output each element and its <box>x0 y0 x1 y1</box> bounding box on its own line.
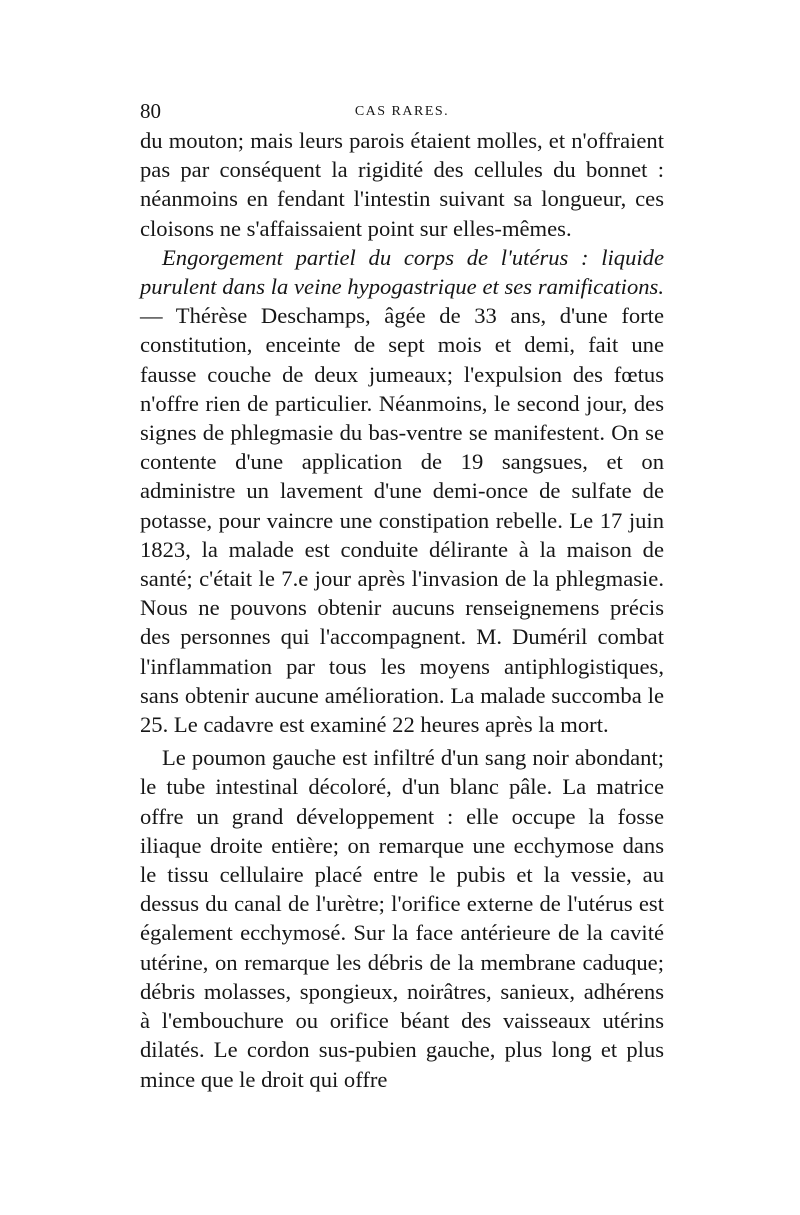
paragraph-case-report <box>140 243 664 739</box>
body-text <box>140 126 664 1094</box>
case-narrative: — Thérèse Deschamps, âgée de 33 ans, d'une forte constitution, enceinte de sept mois et demi, fait une fausse couche de deux jumeaux; l'expulsion des fœtus n'offre rien de particulier. Néanmoins, le second jour, des signes de phlegmasie du bas-ventre se manifestent. On se contente d'une application de 19 sangsues, et on administre un lavement d'une demi-once de sulfate de potasse, pour vaincre une constipation rebelle. Le 17 juin 1823, la malade est conduite délirante à la maison de santé; c'était le 7.e jour après l'invasion de la phlegmasie. Nous ne pouvons obtenir aucuns renseignemens précis des personnes qui l'accompagnent. M. Duméril combat l'inflammation par tous les moyens antiphlogistiques, sans obtenir aucune amélioration. La malade succomba le 25. Le cadavre est examiné 22 heures après la mort. <box>140 303 664 738</box>
page-header <box>140 98 664 128</box>
paragraph-continuation: du mouton; mais leurs parois étaient molles, et n'offraient pas par conséquent la rigidité des cellules du bonnet : néanmoins en fendant l'intestin suivant sa longueur, ces cloisons ne s'affaissaient point sur elles-mêmes. <box>140 128 664 241</box>
running-head: CAS RARES. <box>354 104 450 119</box>
case-heading: Engorgement partiel du corps de l'utérus : liquide purulent dans la veine hypogastrique et ses ramifications. <box>140 244 664 300</box>
paragraph-autopsy: Le poumon gauche est infiltré d'un sang noir abondant; le tube intestinal décoloré, d'un blanc pâle. La matrice offre un grand développement : elle occupe la fosse iliaque droite entière; on remarque une ecchymose dans le tissu cellulaire placé entre le pubis et la vessie, au dessus du canal de l'urètre; l'orifice externe de l'utérus est également ecchymosé. Sur la face antérieure de la cavité utérine, on remarque les débris de la membrane caduque; débris molasses, spongieux, noirâtres, sanieux, adhérens à l'embouchure ou orifice béant des vaisseaux utérins dilatés. Le cordon sus-pubien gauche, plus long et plus mince que le droit qui offre <box>140 745 664 1092</box>
page-number: 80 <box>140 99 161 123</box>
